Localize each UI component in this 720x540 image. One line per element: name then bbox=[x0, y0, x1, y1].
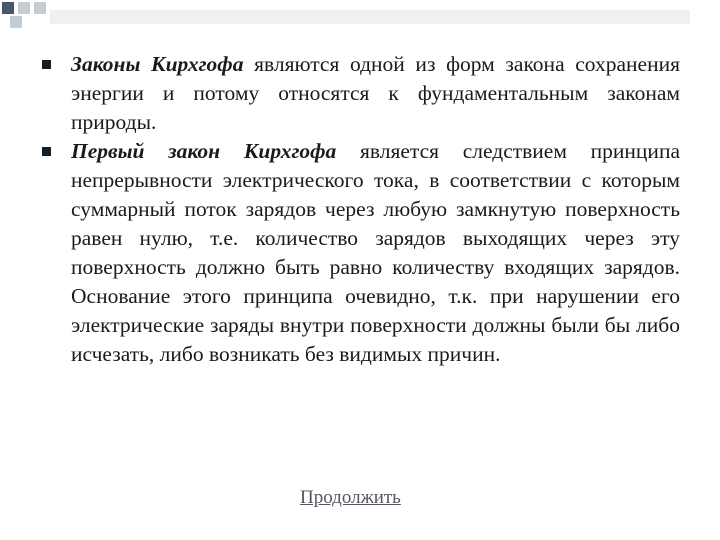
continue-link[interactable]: Продолжить bbox=[300, 487, 401, 508]
deco-square-dark bbox=[2, 2, 14, 14]
deco-bar bbox=[50, 10, 690, 24]
corner-decoration bbox=[0, 0, 720, 30]
deco-square-light bbox=[34, 2, 46, 14]
bullet-text: является следствием принципа непрерывности электрического тока, в соответствии с которым суммарный поток зарядов через любую замкнутую поверхность равен нулю, т.е. количество зарядов выходящих через эту поверхность должно быть равно количеству входящих зарядов. Основание этого принципа очевидно, т.к. при нарушении его электрические заряды внутри поверхности должны были бы либо исчезать, либо возникать без видимых причин. bbox=[71, 139, 680, 366]
bullet-item bbox=[40, 137, 680, 369]
deco-square-light bbox=[18, 2, 30, 14]
deco-square-light bbox=[10, 16, 22, 28]
bullet-text: являются одной из форм закона сохранения энергии и потому относятся к фундаментальным законам природы. bbox=[71, 52, 680, 134]
bullet-emphasis: Первый закон Кирхгофа bbox=[71, 139, 337, 163]
bullet-item bbox=[40, 50, 680, 137]
square-bullet-icon bbox=[42, 60, 51, 69]
bullet-list bbox=[40, 50, 680, 369]
square-bullet-icon bbox=[42, 147, 51, 156]
bullet-emphasis: Законы Кирхгофа bbox=[71, 52, 244, 76]
